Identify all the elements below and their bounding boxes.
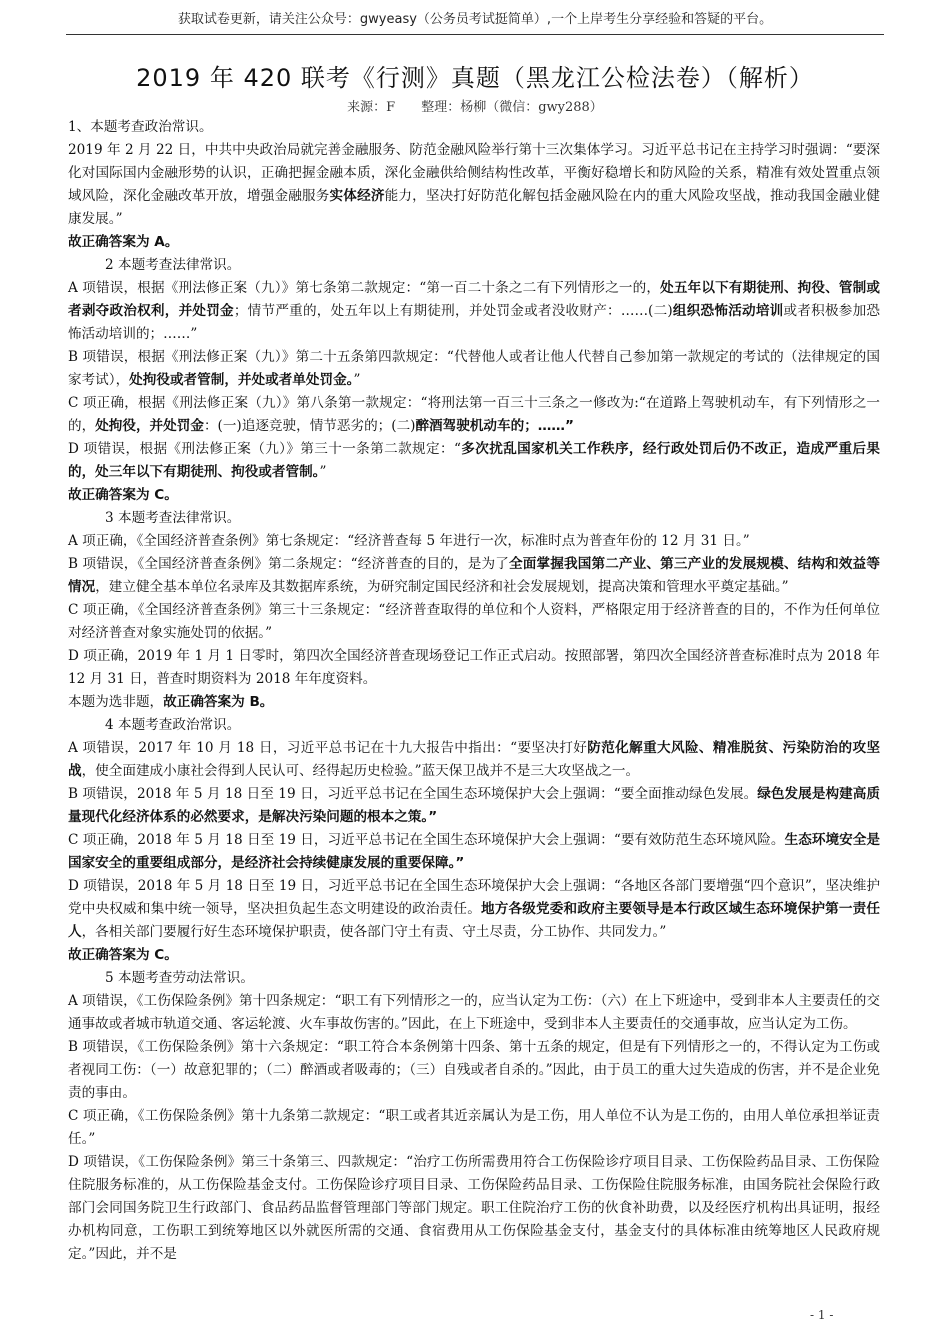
q5-option-c: C 项正确，《工伤保险条例》第十九条第二款规定：“职工或者其近亲属认为是工伤，用人单位不认为是工伤的，由用人单位承担举证责任。” xyxy=(68,1108,880,1147)
header-divider xyxy=(66,34,884,35)
q3-heading: 3 本题考查法律常识。 xyxy=(105,510,241,526)
q2-heading: 2 本题考查法律常识。 xyxy=(105,257,241,273)
header-notice: 获取试卷更新，请关注公众号：gwyeasy（公务员考试挺简单）,一个上岸考生分享经验和答疑的平台。 xyxy=(177,12,773,27)
q2-option-a: A 项错误，根据《刑法修正案（九）》第七条第二款规定：“第一百二十条之二有下列情形之一的，处五年以下有期徒刑、拘役、管制或者剥夺政治权利，并处罚金；情节严重的，处五年以上有期徒刑，并处罚金或者没收财产：……(二)组织恐怖活动培训或者积极参加恐怖活动培训的；……” xyxy=(68,280,881,342)
q4-heading: 4 本题考查政治常识。 xyxy=(105,717,241,733)
q3-option-b: B 项错误，《全国经济普查条例》第二条规定：“经济普查的目的，是为了全面掌握我国第二产业、第三产业的发展规模、结构和效益等情况，建立健全基本单位名录库及其数据库系统，为研究制定国民经济和社会发展规划，提高决策和管理水平奠定基础。” xyxy=(68,556,880,595)
q4-option-b: B 项错误，2018 年 5 月 18 日至 19 日，习近平总书记在全国生态环境保护大会上强调：“要全面推动绿色发展。绿色发展是构建高质量现代化经济体系的必然要求，是解决污染问题的根本之策。” xyxy=(68,786,881,825)
q1-paragraph: 2019 年 2 月 22 日，中共中央政治局就完善金融服务、防范金融风险举行第十三次集体学习。习近平总书记在主持学习时强调：“要深化对国际国内金融形势的认识，正确把握金融本质，深化金融供给侧结构性改革，平衡好稳增长和防风险的关系，精准有效处置重点领域风险，深化金融改革开放，增强金融服务实体经济能力，坚决打好防范化解包括金融风险在内的重大风险攻坚战，推动我国金融业健康发展。” xyxy=(68,142,880,227)
q5-option-a: A 项错误，《工伤保险条例》第十四条规定：“职工有下列情形之一的，应当认定为工伤：（六）在上下班途中，受到非本人主要责任的交通事故或者城市轨道交通、客运轮渡、火车事故伤害的。”因此，在上下班途中，受到非本人主要责任的交通事故，应当认定为工伤。 xyxy=(68,993,880,1032)
q4-answer: 故正确答案为 C。 xyxy=(68,947,178,963)
q2-answer: 故正确答案为 C。 xyxy=(68,487,178,503)
q1-heading: 1、本题考查政治常识。 xyxy=(68,119,213,135)
q4-option-c: C 项正确，2018 年 5 月 18 日至 19 日，习近平总书记在全国生态环境保护大会上强调：“要有效防范生态环境风险。生态环境安全是国家安全的重要组成部分，是经济社会持续健康发展的重要保障。” xyxy=(68,832,880,871)
q3-answer: 本题为选非题，故正确答案为 B。 xyxy=(68,694,274,710)
document-body xyxy=(68,116,880,1266)
page-number: - 1 - xyxy=(810,1308,834,1322)
q2-option-d: D 项错误，根据《刑法修正案（九）》第三十一条第二款规定：“多次扰乱国家机关工作秩序，经行政处罚后仍不改正，造成严重后果的，处三年以下有期徒刑、拘役或者管制。” xyxy=(68,441,880,480)
q4-option-d: D 项错误，2018 年 5 月 18 日至 19 日，习近平总书记在全国生态环境保护大会上强调：“各地区各部门要增强“四个意识”，坚决维护党中央权威和集中统一领导，坚决担负起生态文明建设的政治责任。地方各级党委和政府主要领导是本行政区域生态环境保护第一责任人，各相关部门要履行好生态环境保护职责，使各部门守土有责、守土尽责，分工协作、共同发力。” xyxy=(68,878,880,940)
q2-option-c: C 项正确，根据《刑法修正案（九）》第八条第一款规定：“将刑法第一百三十三条之一修改为:“在道路上驾驶机动车，有下列情形之一的，处拘役，并处罚金：(一)追逐竞驶，情节恶劣的；(二)醉酒驾驶机动车的；……” xyxy=(68,395,880,434)
q5-option-b: B 项错误，《工伤保险条例》第十六条规定：“职工符合本条例第十四条、第十五条的规定，但是有下列情形之一的，不得认定为工伤或者视同工伤：（一）故意犯罪的；（二）醉酒或者吸毒的；（三）自残或者自杀的。”因此，由于员工的重大过失造成的伤害，并不是企业免责的事由。 xyxy=(68,1039,880,1101)
q1-answer: 故正确答案为 A。 xyxy=(68,234,179,250)
q2-option-b: B 项错误，根据《刑法修正案（九）》第二十五条第四款规定：“代替他人或者让他人代替自己参加第一款规定的考试的（法律规定的国家考试），处拘役或者管制，并处或者单处罚金。” xyxy=(68,349,880,388)
q3-option-d: D 项正确，2019 年 1 月 1 日零时，第四次全国经济普查现场登记工作正式启动。按照部署，第四次全国经济普查标准时点为 2018 年 12 月 31 日，普查时期资料为 2018 年年度资料。 xyxy=(68,648,880,687)
q3-option-a: A 项正确，《全国经济普查条例》第七条规定：“经济普查每 5 年进行一次，标准时点为普查年份的 12 月 31 日。” xyxy=(68,533,750,549)
source-line: 来源：F 整理：杨柳（微信：gwy288） xyxy=(347,100,603,115)
q4-option-a: A 项错误，2017 年 10 月 18 日，习近平总书记在十九大报告中指出：“要坚决打好防范化解重大风险、精准脱贫、污染防治的攻坚战，使全面建成小康社会得到人民认可、经得起历史检验。”蓝天保卫战并不是三大攻坚战之一。 xyxy=(68,740,880,779)
q5-heading: 5 本题考查劳动法常识。 xyxy=(105,970,254,986)
q3-option-c: C 项正确，《全国经济普查条例》第三十三条规定：“经济普查取得的单位和个人资料，严格限定用于经济普查的目的，不作为任何单位对经济普查对象实施处罚的依据。” xyxy=(68,602,880,641)
q5-option-d: D 项错误，《工伤保险条例》第三十条第三、四款规定：“治疗工伤所需费用符合工伤保险诊疗项目目录、工伤保险药品目录、工伤保险住院服务标准的，从工伤保险基金支付。工伤保险诊疗项目目录、工伤保险药品目录、工伤保险住院服务标准，由国务院社会保险行政部门会同国务院卫生行政部门、食品药品监督管理部门等部门规定。职工住院治疗工伤的伙食补助费，以及经医疗机构出具证明，报经办机构同意，工伤职工到统筹地区以外就医所需的交通、食宿费用从工伤保险基金支付，基金支付的具体标准由统筹地区人民政府规定。”因此，并不是 xyxy=(68,1154,880,1262)
page-title: 2019 年 420 联考《行测》真题（黑龙江公检法卷）（解析） xyxy=(136,64,814,92)
